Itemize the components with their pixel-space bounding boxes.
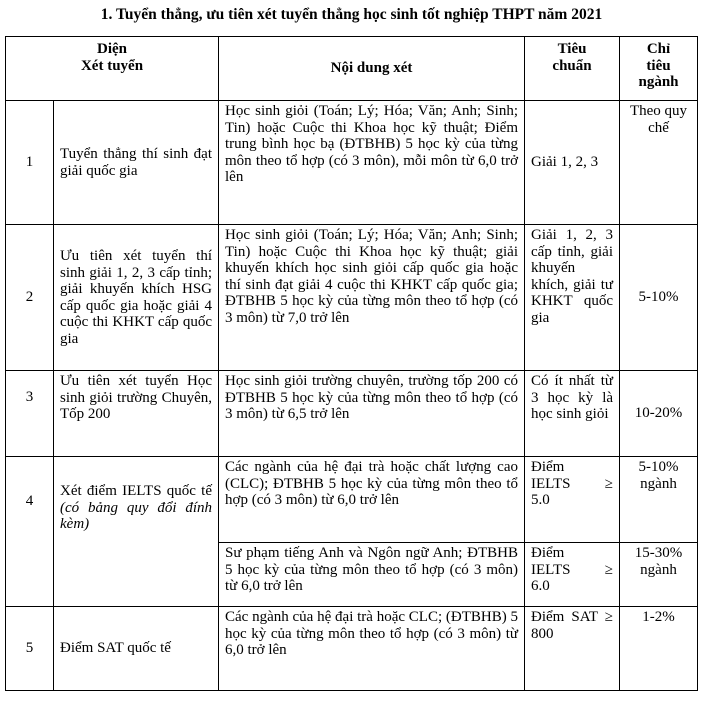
row-tieuchuan: Có ít nhất từ 3 học kỳ là học sinh giỏi [525,371,620,457]
row-noidung: Các ngành của hệ đại trà hoặc chất lượng cao (CLC); ĐTBHB 5 học kỳ của từng môn theo tổ hợp (có 3 môn) từ 6,0 trở lên [219,457,525,543]
row-dien [54,457,219,607]
header-noidung: Nội dung xét [219,37,525,101]
tieuchuan-label: Điểm [531,545,565,561]
row-chitieu: Theo quy chế [620,101,698,225]
row-number: 1 [6,101,54,225]
row-noidung: Học sinh giỏi (Toán; Lý; Hóa; Văn; Anh; Sinh; Tin) hoặc Cuộc thi Khoa học kỹ thuật; Điểm trung bình học bạ (ĐTBHB) 5 học kỳ của từng môn theo tổ hợp (có 3 môn), mỗi môn từ 6,0 trở lên [219,101,525,225]
header-dien-line2: Xét tuyển [80,57,144,74]
header-tieuchuan-line2: chuẩn [552,57,592,74]
tieuchuan-score: 6.0 [531,578,550,594]
row-dien: Ưu tiên xét tuyển Học sinh giỏi trường Chuyên, Tốp 200 [54,371,219,457]
row-dien: Ưu tiên xét tuyển thí sinh giải 1, 2, 3 cấp tỉnh; giải khuyến khích HSG cấp quốc gia hoặc giải 4 cuộc thi KHKT cấp quốc gia [54,225,219,371]
header-dien [6,37,219,101]
tieuchuan-ielts: IELTS [531,561,571,578]
header-chitieu-line3: ngành [638,74,679,90]
table-row [6,607,698,691]
row-number: 2 [6,225,54,371]
row-noidung: Học sinh giỏi trường chuyên, trường tốp 200 có ĐTBHB 5 học kỳ của từng môn theo tổ hợp (có 3 môn) từ 6,5 trở lên [219,371,525,457]
tieuchuan-gte: ≥ [604,561,614,578]
tieuchuan-ielts: IELTS [531,475,571,492]
row-tieuchuan: Điểm SAT ≥ 800 [525,607,620,691]
chitieu-percent: 5-10% [638,459,679,475]
table-row [6,371,698,457]
tieuchuan-ielts-line [531,562,613,579]
chitieu-percent: 15-30% [634,545,683,561]
row-number: 5 [6,607,54,691]
row-dien: Tuyển thẳng thí sinh đạt giải quốc gia [54,101,219,225]
row-noidung: Sư phạm tiếng Anh và Ngôn ngữ Anh; ĐTBHB 5 học kỳ của từng môn theo tổ hợp (có 3 môn) từ 6,0 trở lên [219,543,525,607]
header-row [6,37,698,101]
row-chitieu: 1-2% [620,607,698,691]
row-noidung: Các ngành của hệ đại trà hoặc CLC; (ĐTBHB) 5 học kỳ của từng môn theo tổ hợp (có 3 môn) từ 6,0 trở lên [219,607,525,691]
row-dien-note: (có bảng quy đổi đính kèm) [60,499,213,532]
chitieu-unit: ngành [640,475,677,492]
row-tieuchuan: Giải 1, 2, 3 cấp tỉnh, giải khuyến khích, giải tư KHKT quốc gia [525,225,620,371]
chitieu-unit: ngành [640,561,677,578]
row-chitieu: 5-10% [620,225,698,371]
row-tieuchuan: Giải 1, 2, 3 [525,101,620,225]
row-chitieu [620,457,698,543]
tieuchuan-gte: ≥ [604,475,614,492]
row-tieuchuan [525,457,620,543]
table-row [6,457,698,543]
header-dien-line1: Diện [97,41,127,57]
header-tieuchuan-line1: Tiêu [557,41,587,57]
header-chitieu [620,37,698,101]
row-dien: Điểm SAT quốc tế [54,607,219,691]
tieuchuan-score: 5.0 [531,492,550,508]
row-number: 3 [6,371,54,457]
row-noidung: Học sinh giỏi (Toán; Lý; Hóa; Văn; Anh; Sinh; Tin) hoặc Cuộc thi Khoa học kỹ thuật; giải khuyến khích học sinh giỏi cấp quốc gia hoặc thí sinh đạt giải 4 cuộc thi KHKT cấp quốc gia; ĐTBHB 5 học kỳ của từng môn theo tổ hợp (có 3 môn) từ 7,0 trở lên [219,225,525,371]
row-chitieu [620,543,698,607]
tieuchuan-label: Điểm [531,459,565,475]
document-title: 1. Tuyển thẳng, ưu tiên xét tuyển thẳng học sinh tốt nghiệp THPT năm 2021 [100,6,603,23]
row-number: 4 [6,457,54,607]
row-tieuchuan [525,543,620,607]
tieuchuan-ielts-line [531,476,613,493]
header-chitieu-line1: Chỉ [646,41,671,57]
table-row [6,225,698,371]
header-tieuchuan [525,37,620,101]
row-chitieu: 10-20% [620,371,698,457]
row-dien-text: Xét điểm IELTS quốc tế [60,483,213,499]
header-chitieu-line2: tiêu [646,57,671,74]
table-row [6,101,698,225]
admission-table [5,36,698,691]
